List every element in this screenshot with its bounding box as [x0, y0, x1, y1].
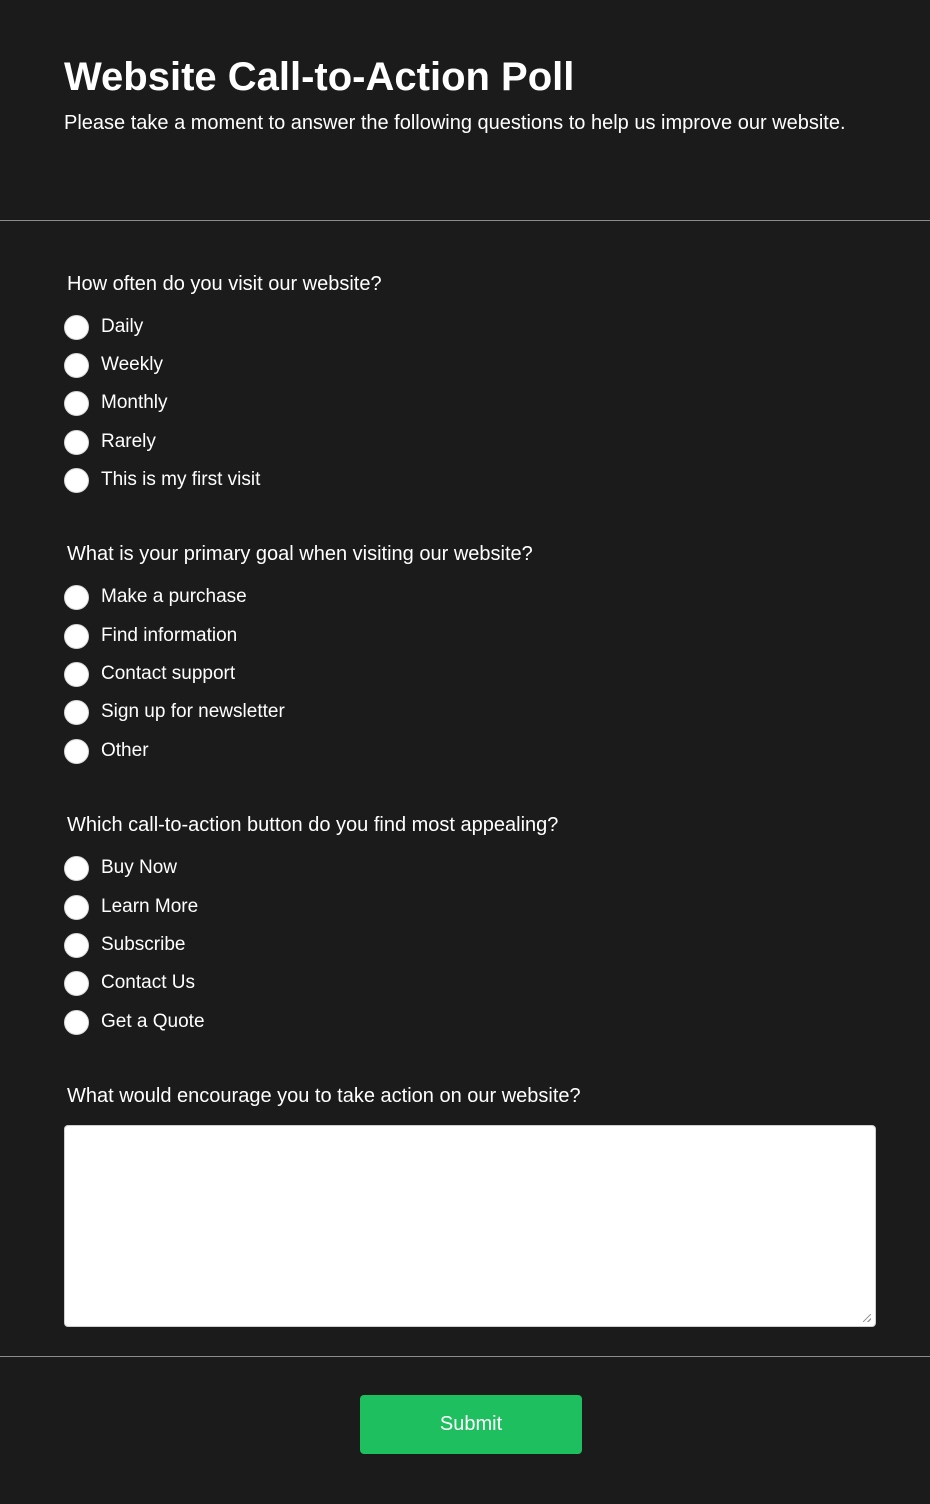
submit-button[interactable]: Submit	[360, 1395, 582, 1454]
radio-button[interactable]	[64, 739, 89, 764]
option-newsletter[interactable]	[64, 699, 285, 725]
option-first-visit[interactable]	[64, 467, 260, 493]
radio-button[interactable]	[64, 1010, 89, 1035]
question-encourage-action: What would encourage you to take action on our website?	[67, 1085, 581, 1107]
option-label: This is my first visit	[101, 469, 261, 490]
question-cta-appeal: Which call-to-action button do you find most appealing?	[67, 814, 559, 836]
option-contact-us[interactable]	[64, 970, 195, 996]
radio-button[interactable]	[64, 353, 89, 378]
radio-button[interactable]	[64, 624, 89, 649]
option-label: Subscribe	[101, 934, 186, 955]
option-label: Learn More	[101, 896, 199, 917]
feedback-textarea[interactable]	[64, 1125, 876, 1327]
option-label: Rarely	[101, 431, 156, 452]
radio-button[interactable]	[64, 468, 89, 493]
page-title: Website Call-to-Action Poll	[64, 55, 575, 99]
option-label: Find information	[101, 625, 238, 646]
option-contact-support[interactable]	[64, 661, 235, 687]
radio-button[interactable]	[64, 700, 89, 725]
radio-button[interactable]	[64, 856, 89, 881]
option-monthly[interactable]	[64, 390, 168, 416]
option-label: Buy Now	[101, 857, 178, 878]
option-subscribe[interactable]	[64, 932, 186, 958]
question-primary-goal: What is your primary goal when visiting our website?	[67, 543, 533, 565]
radio-button[interactable]	[64, 933, 89, 958]
radio-button[interactable]	[64, 315, 89, 340]
option-label: Daily	[101, 316, 144, 337]
option-weekly[interactable]	[64, 352, 163, 378]
option-buy-now[interactable]	[64, 855, 177, 881]
option-label: Sign up for newsletter	[101, 701, 285, 722]
radio-button[interactable]	[64, 391, 89, 416]
option-get-quote[interactable]	[64, 1009, 205, 1035]
option-other[interactable]	[64, 738, 149, 764]
option-rarely[interactable]	[64, 429, 156, 455]
option-label: Monthly	[101, 392, 168, 413]
option-learn-more[interactable]	[64, 894, 198, 920]
poll-header	[0, 0, 930, 221]
radio-button[interactable]	[64, 971, 89, 996]
option-label: Contact Us	[101, 972, 195, 993]
radio-button[interactable]	[64, 662, 89, 687]
option-label: Weekly	[101, 354, 163, 375]
option-daily[interactable]	[64, 314, 143, 340]
option-label: Other	[101, 740, 149, 761]
radio-button[interactable]	[64, 430, 89, 455]
page-subtitle: Please take a moment to answer the following questions to help us improve our website.	[64, 112, 846, 134]
radio-button[interactable]	[64, 895, 89, 920]
question-visit-frequency: How often do you visit our website?	[67, 273, 382, 295]
option-label: Make a purchase	[101, 586, 247, 607]
radio-button[interactable]	[64, 585, 89, 610]
option-label: Get a Quote	[101, 1011, 205, 1032]
footer-divider	[0, 1356, 930, 1357]
option-find-information[interactable]	[64, 623, 237, 649]
option-make-purchase[interactable]	[64, 584, 247, 610]
option-label: Contact support	[101, 663, 236, 684]
resize-handle-icon[interactable]	[863, 1314, 871, 1322]
